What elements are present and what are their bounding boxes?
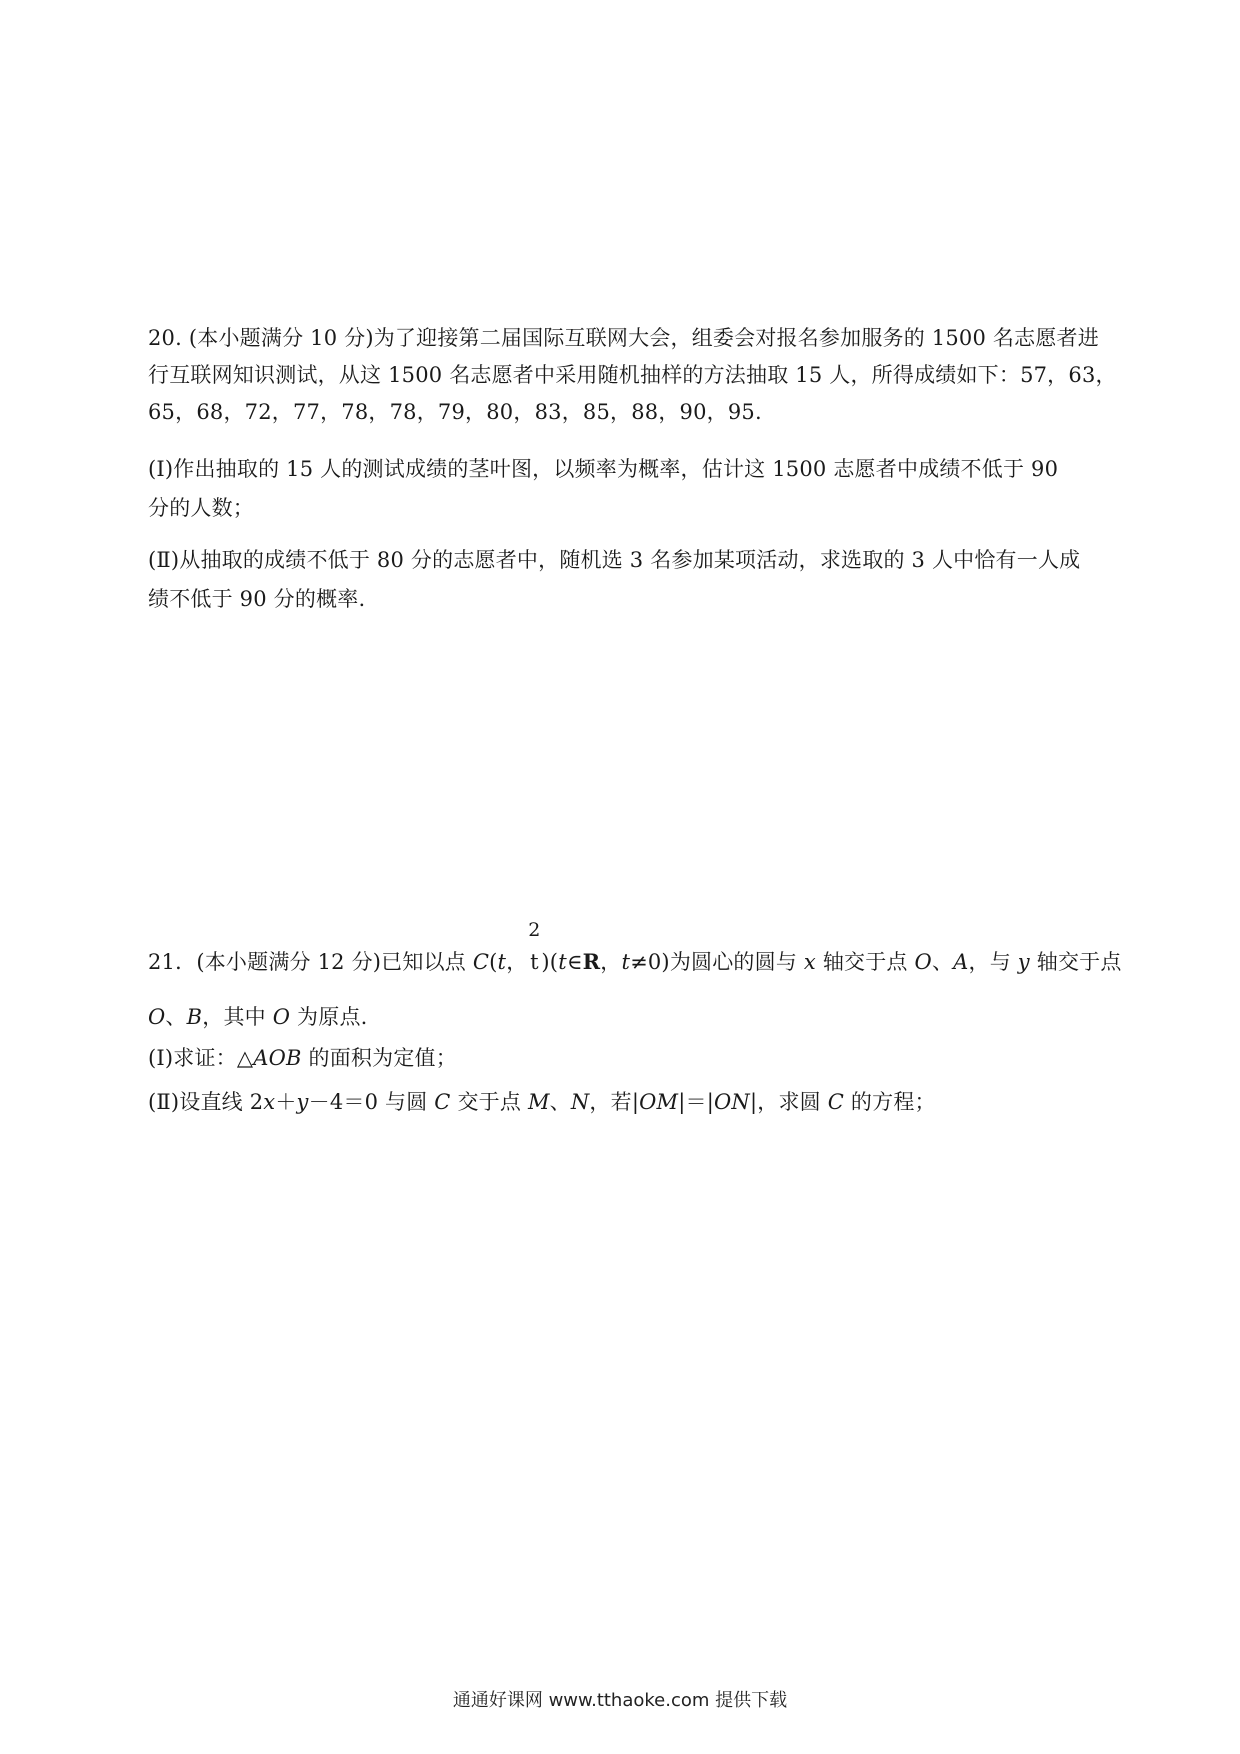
problem-20-stem-line-2: 行互联网知识测试，从这 1500 名志愿者中采用随机抽样的方法抽取 15 人，所得成绩如下：57，63， — [148, 363, 1117, 387]
q21-point-n: N — [570, 1090, 590, 1114]
q21-var-x: x — [803, 950, 816, 974]
q21-text: ( — [489, 950, 498, 974]
q21-segment-om: OM — [639, 1090, 679, 1114]
q21-point-b: B — [186, 1005, 203, 1029]
q21-var-t: t — [497, 950, 507, 974]
q21-text: 、 — [165, 1005, 187, 1029]
q21-text: 轴交于点 — [815, 950, 915, 974]
q21-text: 为原点. — [290, 1005, 368, 1029]
q21-point-c: C — [472, 950, 490, 974]
q21-var-t: t — [621, 950, 631, 974]
q21-point-o: O — [272, 1005, 291, 1029]
problem-21-part-1 — [148, 1044, 457, 1072]
q21-text: |＝| — [678, 1090, 714, 1114]
real-numbers-symbol: R — [582, 949, 601, 974]
q21-text: ，与 — [968, 950, 1018, 974]
q21-text: 交于点 — [450, 1090, 528, 1114]
q21-point-o: O — [148, 1005, 166, 1029]
triangle-aob: AOB — [253, 1046, 302, 1070]
q21-segment-on: ON — [714, 1090, 750, 1114]
q21-point-m: M — [527, 1090, 550, 1114]
q21-text: 的方程； — [844, 1090, 936, 1114]
problem-20-part-1-line-2: 分的人数； — [148, 496, 254, 520]
q21-text: ，其中 — [202, 1005, 273, 1029]
q21-var-x: x — [263, 1090, 276, 1114]
problem-21-stem-line-1 — [148, 919, 1122, 976]
problem-20-part-2-line-1: (Ⅱ)从抽取的成绩不低于 80 分的志愿者中，随机选 3 名参加某项活动，求选取的 3 人中恰有一人成 — [148, 548, 1081, 572]
q21-text: ≠0)为圆心的圆与 — [630, 950, 804, 974]
fraction-2-over-t — [527, 919, 541, 976]
q21-text: 21．(本小题满分 12 分)已知以点 — [148, 950, 473, 974]
q21-point-a: A — [953, 950, 969, 974]
q21-var-y: y — [1017, 950, 1030, 974]
q21-text: ＋ — [275, 1090, 297, 1114]
q21-text: (Ⅰ)求证：△ — [148, 1046, 254, 1070]
q21-text: ∈ — [566, 950, 583, 974]
q21-var-y: y — [296, 1090, 309, 1114]
q21-text: ，若| — [589, 1090, 640, 1114]
q21-point-o: O — [914, 950, 932, 974]
q21-text: |，求圆 — [750, 1090, 828, 1114]
problem-21-stem-line-2 — [148, 1003, 368, 1031]
q21-text: 、 — [549, 1090, 571, 1114]
q21-circle-c: C — [827, 1090, 845, 1114]
problem-20-stem-line-1: 20. (本小题满分 10 分)为了迎接第二届国际互联网大会，组委会对报名参加服务的 1500 名志愿者进 — [148, 326, 1099, 350]
problem-20-stem-line-3: 65，68，72，77，78，78，79，80，83，85，88，90，95. — [148, 400, 762, 424]
q21-text: －4＝0 与圆 — [308, 1090, 435, 1114]
q21-text: 的面积为定值； — [301, 1046, 457, 1070]
q21-text: )( — [541, 950, 559, 974]
q21-text: ， — [506, 950, 528, 974]
q21-text: ， — [600, 950, 622, 974]
q21-circle-c: C — [434, 1090, 451, 1114]
q21-text: 、 — [931, 950, 954, 974]
problem-20-part-1-line-1: (Ⅰ)作出抽取的 15 人的测试成绩的茎叶图，以频率为概率，估计这 1500 志愿者中成绩不低于 90 — [148, 457, 1059, 481]
q21-var-t: t — [558, 950, 567, 974]
fraction-numerator: 2 — [528, 919, 541, 941]
q21-text: (Ⅱ)设直线 2 — [148, 1090, 264, 1114]
page-footer: 通通好课网 www.tthaoke.com 提供下载 — [452, 1690, 788, 1711]
problem-21-part-2 — [148, 1088, 936, 1116]
fraction-denominator: t — [530, 950, 539, 974]
problem-20-part-2-line-2: 绩不低于 90 分的概率. — [148, 587, 366, 611]
q21-text: 轴交于点 — [1029, 950, 1122, 974]
